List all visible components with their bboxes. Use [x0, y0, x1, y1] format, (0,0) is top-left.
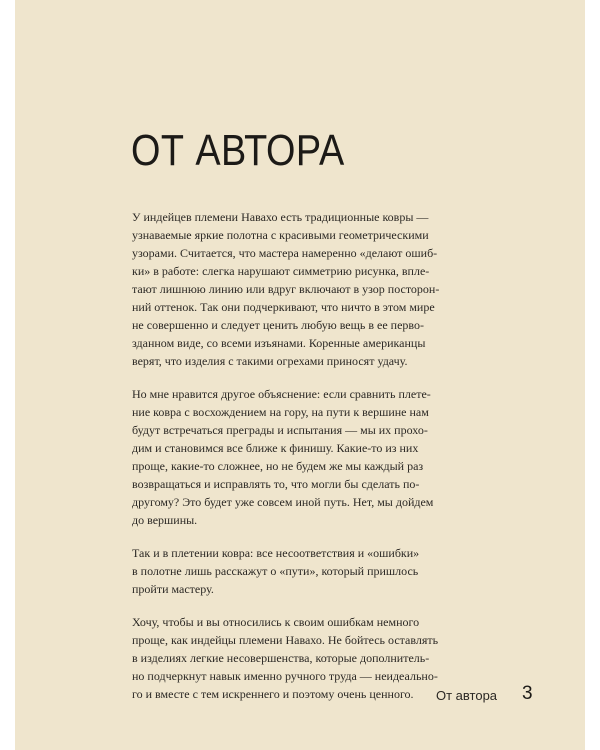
text-line: Но мне нравится другое объяснение: если сравнить плете- [132, 387, 431, 401]
text-line: проще, какие-то сложнее, но не будем же мы каждый раз [132, 459, 424, 473]
text-line: до вершины. [132, 513, 198, 527]
running-footer-section: От автора [436, 688, 498, 703]
text-line: проще, как индейцы племени Навахо. Не бойтесь оставлять [132, 633, 439, 647]
text-line: ний оттенок. Так они подчеркивают, что ничто в этом мире [132, 300, 435, 314]
text-line: но подчеркнут навык именно ручного труда — неидеально- [132, 669, 438, 683]
page-title: ОТ АВТОРА [131, 126, 345, 175]
text-line: другому? Это будет уже совсем иной путь. Нет, мы дойдем [132, 495, 434, 509]
text-line: Так и в плетении ковра: все несоответствия и «ошибки» [132, 546, 420, 560]
text-line: ки» в работе: слегка нарушают симметрию рисунка, впле- [132, 264, 430, 278]
text-line: узнаваемые яркие полотна с красивыми геометрическими [132, 228, 429, 242]
text-line: не совершенно и следует ценить любую вещь в ее перво- [132, 318, 424, 332]
text-line: пройти мастеру. [132, 582, 214, 596]
text-line: дим и становимся все ближе к финишу. Какие-то из них [132, 441, 419, 455]
book-page [15, 0, 585, 750]
text-line: Хочу, чтобы и вы относились к своим ошибкам немного [132, 615, 420, 629]
text-line: зданном виде, со всеми изъянами. Коренные американцы [132, 336, 426, 350]
text-line: У индейцев племени Навахо есть традиционные ковры — [132, 210, 429, 224]
body-text [132, 208, 482, 718]
text-line: в изделиях легкие несовершенства, которые дополнитель- [132, 651, 430, 665]
page-number: 3 [522, 683, 533, 704]
text-line: возвращаться и исправлять то, что могли бы сделать по- [132, 477, 420, 491]
text-line: ние ковра с восхождением на гору, на пути к вершине нам [132, 405, 429, 419]
text-line: го и вместе с тем искреннего и поэтому очень ценного. [132, 687, 414, 701]
text-line: тают лишнюю линию или вдруг включают в узор посторон- [132, 282, 440, 296]
paragraph-4 [132, 613, 482, 703]
paragraph-3 [132, 544, 482, 598]
text-line: будут встречаться преграды и испытания — мы их прохо- [132, 423, 428, 437]
paragraph-2 [132, 385, 482, 529]
text-line: узорами. Считается, что мастера намеренно «делают ошиб- [132, 246, 438, 260]
text-line: верят, что изделия с такими огрехами приносят удачу. [132, 354, 408, 368]
paragraph-1 [132, 208, 482, 370]
text-line: в полотне лишь расскажут о «пути», который пришлось [132, 564, 419, 578]
